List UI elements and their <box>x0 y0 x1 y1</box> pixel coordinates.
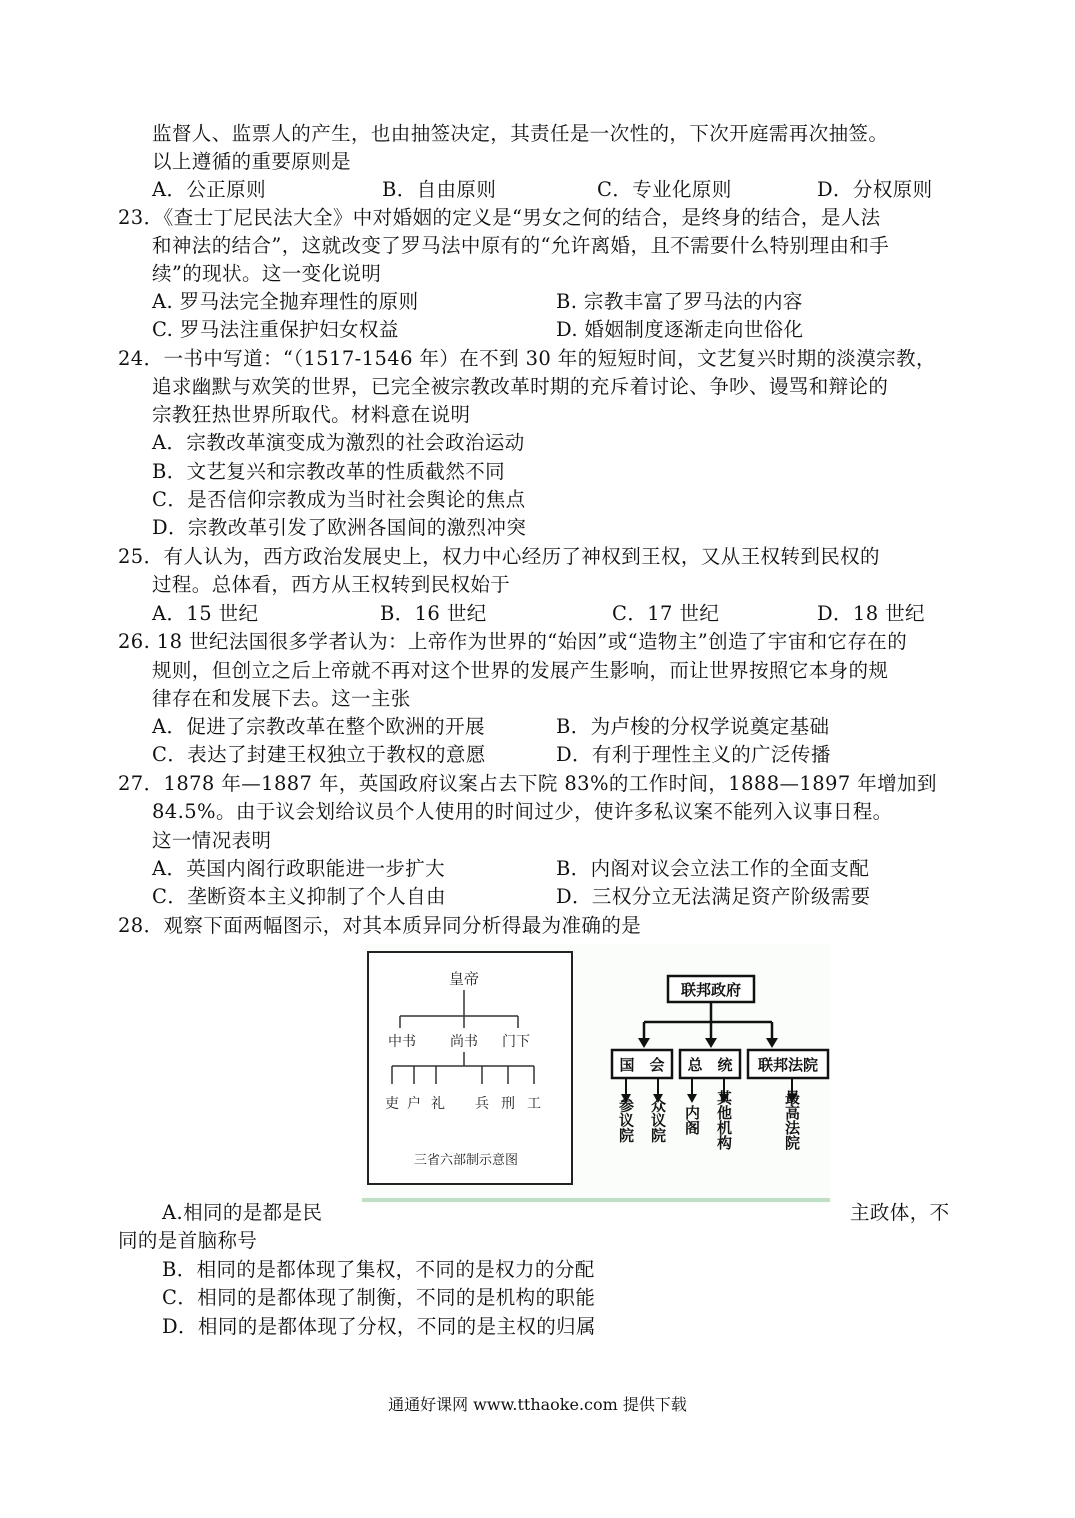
q27-option-c: C．垄断资本主义抑制了个人自由 <box>152 885 446 908</box>
q28-option-a-left: A.相同的是都是民 <box>162 1201 323 1224</box>
q23-option-d: D. 婚姻制度逐渐走向世俗化 <box>556 318 804 341</box>
q23-line1: 23．《查士丁尼民法大全》中对婚姻的定义是“男女之何的结合，是终身的结合，是人法 <box>118 206 881 229</box>
ministry-bing: 兵 <box>475 1096 489 1112</box>
q22-option-b: B．自由原则 <box>382 178 497 201</box>
q24-line2: 追求幽默与欢笑的世界，已完全被宗教改革时期的充斥着讨论、争吵、谩骂和辩论的 <box>152 375 889 398</box>
house-node: 众议院 <box>649 1097 667 1143</box>
q26-line1: 26. 18 世纪法国很多学者认为：上帝作为世界的“始因”或“造物主”创造了宇宙和它存在的 <box>118 630 908 653</box>
q23-line2: 和神法的结合”，这就改变了罗马法中原有的“允许离婚，且不需要什么特别理由和手 <box>152 234 890 257</box>
q26-option-d: D．有利于理性主义的广泛传播 <box>556 743 831 766</box>
q25-line1: 25．有人认为，西方政治发展史上，权力中心经历了神权到王权，又从王权转到民权的 <box>118 545 880 568</box>
q22-option-c: C．专业化原则 <box>597 178 732 201</box>
q28-option-a-cont: 同的是首脑称号 <box>118 1229 258 1252</box>
cabinet-node: 内阁 <box>683 1105 701 1135</box>
q24-option-d: D．宗教改革引发了欧洲各国间的激烈冲突 <box>152 516 527 539</box>
q28-option-b: B．相同的是都体现了集权，不同的是权力的分配 <box>162 1258 595 1281</box>
q26-option-a: A．促进了宗教改革在整个欧洲的开展 <box>152 715 485 738</box>
q24-option-a: A．宗教改革演变成为激烈的社会政治运动 <box>152 431 525 454</box>
q23-line3: 续”的现状。这一变化说明 <box>152 262 382 285</box>
q23-option-a: A. 罗马法完全抛弃理性的原则 <box>152 290 419 313</box>
q22-line1: 监督人、监票人的产生，也由抽签决定，其责任是一次性的，下次开庭需再次抽签。 <box>152 122 889 145</box>
ministry-hu: 户 <box>407 1096 421 1112</box>
right-top-node: 联邦政府 <box>680 981 742 999</box>
q26-option-c: C．表达了封建王权独立于教权的意愿 <box>152 743 486 766</box>
ministry-xing: 刑 <box>501 1096 515 1112</box>
q27-option-b: B．内阁对议会立法工作的全面支配 <box>556 857 870 880</box>
federal-court-node: 联邦法院 <box>757 1056 819 1074</box>
q28-option-a-right: 主政体，不 <box>850 1201 950 1224</box>
left-mid-node-zhongshu: 中书 <box>388 1034 416 1050</box>
other-agencies-node: 其他机构 <box>715 1090 733 1150</box>
president-node: 总 统 <box>687 1056 733 1074</box>
q22-option-a: A．公正原则 <box>152 178 266 201</box>
q28-line1: 28．观察下面两幅图示，对其本质异同分析得最为准确的是 <box>118 914 642 937</box>
q25-option-d: D．18 世纪 <box>817 602 925 625</box>
supreme-court-node: 最高法院 <box>783 1090 801 1150</box>
congress-node: 国 会 <box>619 1056 665 1074</box>
q27-line2: 84.5%。由于议会划给议员个人使用的时间过少，使许多私议案不能列入议事日程。 <box>152 800 893 823</box>
q24-option-c: C．是否信仰宗教成为当时社会舆论的焦点 <box>152 488 526 511</box>
left-mid-node-menxia: 门下 <box>502 1034 530 1050</box>
q27-line3: 这一情况表明 <box>152 829 272 852</box>
q28-option-c: C．相同的是都体现了制衡，不同的是机构的职能 <box>162 1286 596 1309</box>
q28-diagrams <box>362 944 830 1204</box>
q23-option-c: C. 罗马法注重保护妇女权益 <box>152 318 399 341</box>
q22-line2: 以上遵循的重要原则是 <box>152 150 352 173</box>
q28-option-d: D．相同的是都体现了分权，不同的是主权的归属 <box>162 1315 596 1338</box>
ministry-li-personnel: 吏 <box>385 1096 399 1112</box>
three-departments-diagram <box>368 952 572 1184</box>
left-top-node: 皇帝 <box>448 970 480 988</box>
q27-option-d: D．三权分立无法满足资产阶级需要 <box>556 885 871 908</box>
q25-option-c: C．17 世纪 <box>612 602 720 625</box>
q24-line3: 宗教狂热世界所取代。材料意在说明 <box>152 403 471 426</box>
ministry-li-rites: 礼 <box>431 1096 445 1112</box>
q26-line3: 律存在和发展下去。这一主张 <box>152 687 411 710</box>
q25-line2: 过程。总体看，西方从王权转到民权始于 <box>152 573 511 596</box>
q22-option-d: D．分权原则 <box>817 178 933 201</box>
q24-option-b: B．文艺复兴和宗教改革的性质截然不同 <box>152 460 506 483</box>
q23-option-b: B. 宗教丰富了罗马法的内容 <box>556 290 803 313</box>
senate-node: 参议院 <box>617 1097 635 1143</box>
page-footer: 通通好课网 www.tthaoke.com 提供下载 <box>388 1395 687 1414</box>
q25-option-a: A．15 世纪 <box>152 602 259 625</box>
left-mid-node-shangshu: 尚书 <box>450 1034 478 1050</box>
q27-line1: 27．1878 年—1887 年，英国政府议案占去下院 83%的工作时间，1888—1897 年增加到 <box>118 772 937 795</box>
q25-option-b: B．16 世纪 <box>380 602 487 625</box>
left-diagram-caption: 三省六部制示意图 <box>413 1153 519 1168</box>
q26-option-b: B．为卢梭的分权学说奠定基础 <box>556 715 830 738</box>
q27-option-a: A．英国内阁行政职能进一步扩大 <box>152 857 446 880</box>
q24-line1: 24．一书中写道：“（1517-1546 年）在不到 30 年的短短时间，文艺复兴时期的淡漠宗教， <box>118 347 936 370</box>
ministry-gong: 工 <box>527 1096 541 1112</box>
q26-line2: 规则，但创立之后上帝就不再对这个世界的发展产生影响，而让世界按照它本身的规 <box>152 659 889 682</box>
